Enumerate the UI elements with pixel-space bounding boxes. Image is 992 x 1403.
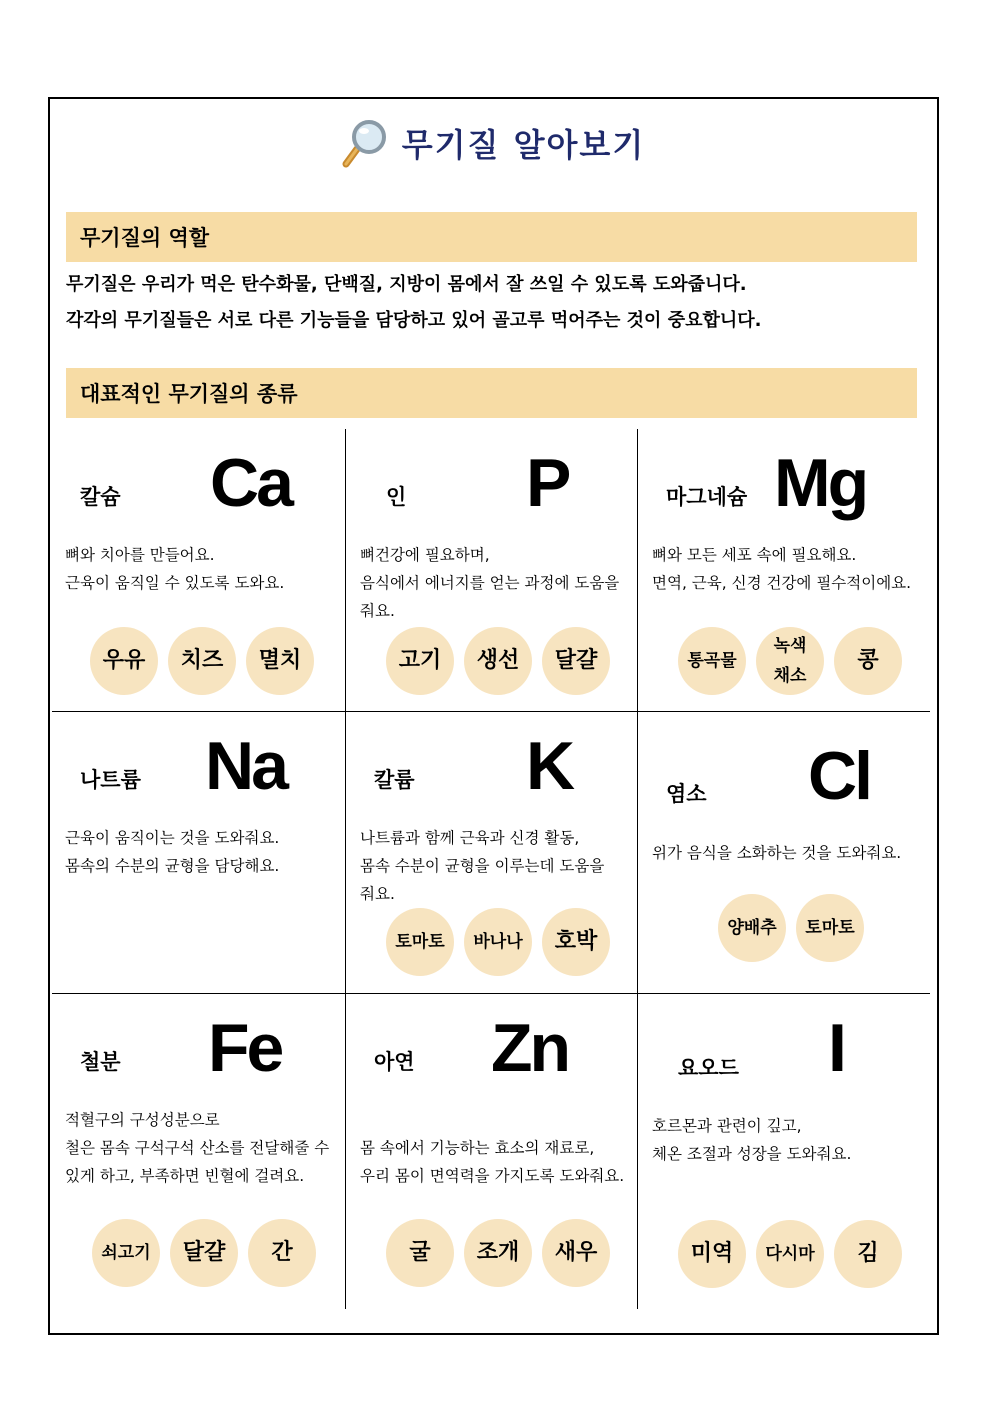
mineral-description xyxy=(652,541,928,597)
mineral-card-zinc xyxy=(346,994,637,1309)
description-line: 우리 몸이 면역력을 가지도록 도와줘요. xyxy=(360,1167,625,1185)
description-line: 뼈건강에 필요하며, xyxy=(360,546,490,564)
mineral-description xyxy=(65,1106,343,1190)
mineral-symbol: Cl xyxy=(808,738,870,814)
food-item: 달걀 xyxy=(542,627,610,695)
food-list xyxy=(92,1219,316,1287)
food-item: 토마토 xyxy=(796,894,864,962)
food-item: 새우 xyxy=(542,1219,610,1287)
description-line: 몸 속에서 기능하는 효소의 재료로, xyxy=(360,1139,595,1157)
food-item: 콩 xyxy=(834,627,902,695)
food-item: 굴 xyxy=(386,1219,454,1287)
types-heading: 대표적인 무기질의 종류 xyxy=(80,382,298,406)
food-item: 고기 xyxy=(386,627,454,695)
food-item: 쇠고기 xyxy=(92,1219,160,1287)
mineral-description xyxy=(65,541,340,597)
food-list xyxy=(718,894,864,962)
food-list xyxy=(386,627,610,695)
food-item: 간 xyxy=(248,1219,316,1287)
role-line: 무기질은 우리가 먹은 탄수화물, 단백질, 지방이 몸에서 잘 쓰일 수 있도록 도와줍니다. xyxy=(66,274,747,295)
food-list xyxy=(678,627,902,695)
description-line: 호르몬과 관련이 깊고, xyxy=(652,1117,802,1135)
description-line: 철은 몸속 구석구석 산소를 전달해줄 수 xyxy=(65,1139,330,1157)
mineral-symbol: Fe xyxy=(208,1010,282,1086)
mineral-name: 염소 xyxy=(666,782,707,806)
mineral-card-potassium xyxy=(346,712,637,993)
mineral-description xyxy=(652,1112,928,1168)
page-title: 무기질 알아보기 xyxy=(401,126,646,164)
food-item: 다시마 xyxy=(756,1220,824,1288)
description-line: 체온 조절과 성장을 도와줘요. xyxy=(652,1145,852,1163)
title-row xyxy=(50,113,937,173)
mineral-name: 철분 xyxy=(80,1050,121,1074)
mineral-symbol: P xyxy=(526,445,569,521)
description-line: 몸속 수분이 균형을 이루는데 도움을 xyxy=(360,857,605,875)
mineral-card-phosphorus xyxy=(346,429,637,711)
description-line: 몸속의 수분의 균형을 담당해요. xyxy=(65,857,280,875)
mineral-symbol: Ca xyxy=(210,445,291,521)
description-line: 줘요. xyxy=(360,602,395,620)
description-line: 적혈구의 구성성분으로 xyxy=(65,1111,220,1129)
food-item: 양배추 xyxy=(718,894,786,962)
mineral-symbol: I xyxy=(828,1010,844,1086)
food-item: 멸치 xyxy=(246,627,314,695)
description-line: 나트륨과 함께 근육과 신경 활동, xyxy=(360,829,580,847)
mineral-description xyxy=(360,541,635,625)
food-list xyxy=(386,908,610,976)
description-line: 있게 하고, 부족하면 빈혈에 걸려요. xyxy=(65,1167,305,1185)
description-line: 위가 음식을 소화하는 것을 도와줘요. xyxy=(652,844,902,862)
mineral-symbol: K xyxy=(526,728,573,804)
food-item: 생선 xyxy=(464,627,532,695)
mineral-symbol: Na xyxy=(205,728,286,804)
mineral-card-iodine xyxy=(638,994,930,1309)
food-item: 토마토 xyxy=(386,908,454,976)
mineral-name: 아연 xyxy=(374,1050,415,1074)
role-heading-band xyxy=(66,212,917,262)
mineral-name: 나트륨 xyxy=(80,768,141,792)
food-item: 바나나 xyxy=(464,908,532,976)
mineral-description xyxy=(65,824,340,880)
mineral-name: 인 xyxy=(386,485,407,509)
food-list xyxy=(90,627,314,695)
types-heading-band xyxy=(66,368,917,418)
food-item: 김 xyxy=(834,1220,902,1288)
role-line: 각각의 무기질들은 서로 다른 기능들을 담당하고 있어 골고루 먹어주는 것이 중요합니다. xyxy=(66,310,762,331)
mineral-description xyxy=(360,1134,637,1190)
role-description xyxy=(66,267,926,339)
role-heading: 무기질의 역할 xyxy=(80,226,210,250)
description-line: 뼈와 모든 세포 속에 필요해요. xyxy=(652,546,857,564)
mineral-card-chlorine xyxy=(638,712,930,993)
magnifier-icon xyxy=(342,118,388,168)
mineral-card-sodium xyxy=(50,712,345,993)
description-line: 줘요. xyxy=(360,885,395,903)
food-item: 조개 xyxy=(464,1219,532,1287)
food-item: 달걀 xyxy=(170,1219,238,1287)
food-list xyxy=(678,1220,902,1288)
mineral-name: 요오드 xyxy=(678,1056,739,1080)
description-line: 면역, 근육, 신경 건강에 필수적이에요. xyxy=(652,574,912,592)
mineral-name: 칼륨 xyxy=(374,768,415,792)
description-line: 음식에서 에너지를 얻는 과정에 도움을 xyxy=(360,574,620,592)
food-item: 우유 xyxy=(90,627,158,695)
mineral-card-iron xyxy=(50,994,345,1309)
mineral-description xyxy=(360,824,635,908)
food-list xyxy=(386,1219,610,1287)
food-item: 녹색 채소 xyxy=(756,627,824,695)
food-item: 치즈 xyxy=(168,627,236,695)
food-item: 호박 xyxy=(542,908,610,976)
mineral-name: 칼슘 xyxy=(80,485,121,509)
mineral-card-calcium xyxy=(50,429,345,711)
mineral-card-magnesium xyxy=(638,429,930,711)
food-item: 통곡물 xyxy=(678,627,746,695)
worksheet-frame xyxy=(48,97,939,1335)
food-item: 미역 xyxy=(678,1220,746,1288)
description-line: 근육이 움직이는 것을 도와줘요. xyxy=(65,829,280,847)
mineral-symbol: Mg xyxy=(774,445,867,521)
mineral-name: 마그네슘 xyxy=(666,485,748,509)
description-line: 근육이 움직일 수 있도록 도와요. xyxy=(65,574,285,592)
mineral-symbol: Zn xyxy=(491,1010,569,1086)
mineral-description xyxy=(652,839,928,867)
description-line: 뼈와 치아를 만들어요. xyxy=(65,546,215,564)
